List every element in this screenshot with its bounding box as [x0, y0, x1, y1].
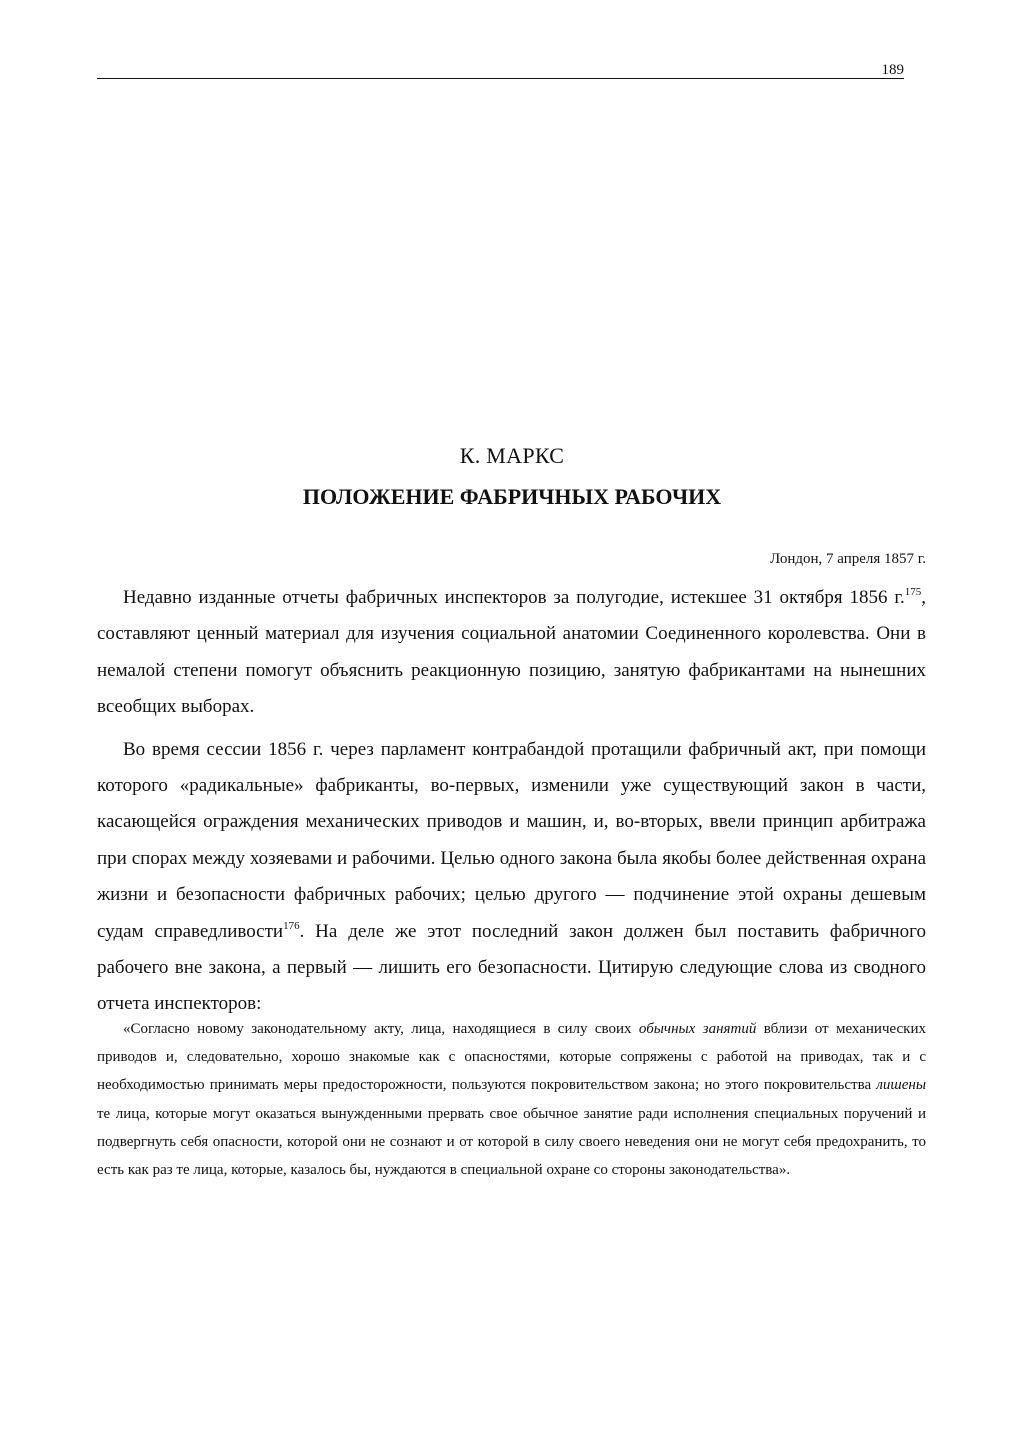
quote-text-3: те лица, которые могут оказаться вынужденными прервать свое обычное занятие ради исполнения специальных поручений и подвергнуть себя опасности, которой они не сознают и от которой в силу своего неведения они не могут себя предохранить, то есть как раз те лица, которые, казалось бы, нуждаются в специальной охране со стороны законодательства».	[97, 1105, 926, 1179]
quote-emphasis-2: лишены	[876, 1077, 926, 1094]
article-author: К. МАРКС	[459, 443, 565, 468]
paragraph-2-text-start: Во время сессии 1856 г. через парламент контрабандой протащили фабричный акт, при помощи которого «радикальные» фабриканты, во-первых, изменили уже существующий закон в части, касающейся ограждения механических приводов и машин, и, во-вторых, ввели принцип арбитража при спорах между хозяевами и рабочими. Целью одного закона была якобы более действенная охрана жизни и безопасности фабричных рабочих; целью другого — подчинение этой охраны дешевым судам справедливости	[97, 738, 926, 942]
quote-text-1: «Согласно новому законодательному акту, лица, находящиеся в силу своих	[123, 1021, 639, 1037]
paragraph-1-text-end: , составляют ценный материал для изучения социальной анатомии Соединенного королевства. Они в немалой степени помогут объяснить реакционную позицию, занятую фабрикантами на нынешних всеобщих выборах.	[97, 587, 926, 718]
article-title: ПОЛОЖЕНИЕ ФАБРИЧНЫХ РАБОЧИХ	[302, 484, 722, 509]
paragraph-2-text-end: . На деле же этот последний закон должен был поставить фабричного рабочего вне закона, а первый — лишить его безопасности. Цитирую следующие слова из сводного отчета инспекторов:	[97, 920, 926, 1015]
quote-text-2: вблизи от механических приводов и, следовательно, хорошо знакомые как с опасностями, которые сопряжены с работой на приводах, так и с необходимостью принимать меры предосторожности, пользуются покровительством закона; но этого покровительства	[97, 1021, 926, 1094]
quote-paragraph	[97, 1015, 926, 1184]
block-quote	[97, 1015, 926, 1184]
quote-emphasis-1: обычных занятий	[638, 1021, 757, 1037]
article-dateline: Лондон, 7 апреля 1857 г.	[770, 551, 926, 567]
paragraph-1-text-start: Недавно изданные отчеты фабричных инспекторов за полугодие, истекшее 31 октября 1856 г.	[123, 587, 905, 608]
header-rule	[97, 78, 904, 79]
footnote-ref-176: 176	[283, 919, 300, 932]
page-number: 189	[881, 62, 904, 78]
article-body	[97, 580, 926, 1029]
footnote-ref-175: 175	[904, 586, 922, 598]
body-paragraph-2	[97, 732, 926, 1023]
body-paragraph-1	[97, 580, 926, 726]
